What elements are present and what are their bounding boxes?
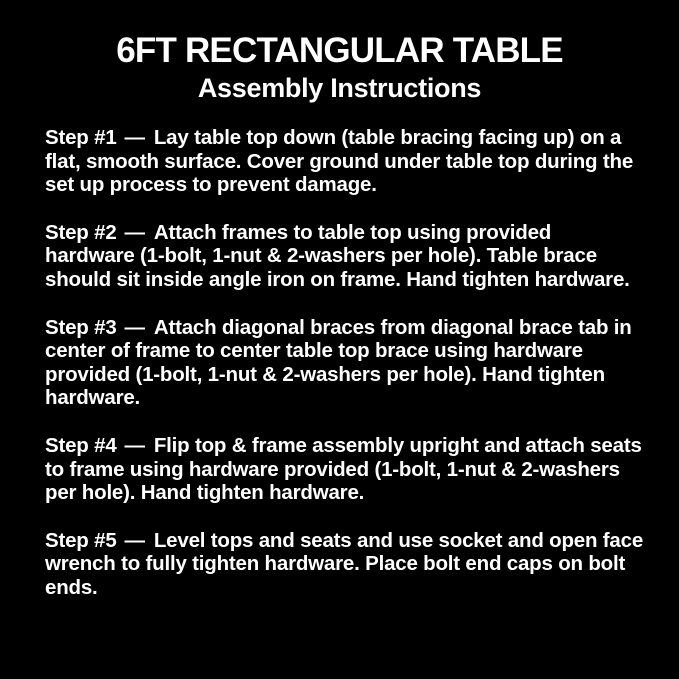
step-2-label: Step #2	[45, 220, 117, 244]
page-title: 6FT RECTANGULAR TABLE	[116, 31, 563, 70]
step-4-label: Step #4	[45, 434, 117, 458]
em-dash: —	[124, 315, 145, 339]
step-5-paragraph	[45, 529, 645, 600]
step-3-text: Attach diagonal braces from diagonal brace tab in center of frame to center table top brace using hardware provided (1-bolt, 1-nut & 2-washers per hole). Hand tighten hardware.	[45, 315, 632, 410]
steps-list	[0, 102, 679, 600]
step-1-text: Lay table top down (table bracing facing up) on a flat, smooth surface. Cover ground under table top during the set up process to prevent damage.	[45, 126, 634, 197]
em-dash: —	[124, 528, 145, 552]
step-1-label: Step #1	[45, 126, 117, 150]
em-dash: —	[124, 434, 145, 458]
step-2-paragraph	[45, 221, 645, 292]
step-5-label: Step #5	[45, 528, 117, 552]
step-3-label: Step #3	[45, 315, 117, 339]
step-4-text: Flip top & frame assembly upright and attach seats to frame using hardware provided (1-bolt, 1-nut & 2-washers per hole). Hand tighten hardware.	[45, 434, 642, 505]
page-subtitle: Assembly Instructions	[197, 72, 482, 103]
em-dash: —	[124, 126, 145, 150]
step-1-paragraph	[45, 126, 645, 197]
header	[0, 0, 679, 102]
step-5-text: Level tops and seats and use socket and open face wrench to fully tighten hardware. Place bolt end caps on bolt ends.	[45, 528, 644, 599]
em-dash: —	[124, 220, 145, 244]
step-4-paragraph	[45, 434, 645, 505]
step-2-text: Attach frames to table top using provided hardware (1-bolt, 1-nut & 2-washers per hole). Table brace should sit inside angle iron on frame. Hand tighten hardware.	[45, 220, 630, 292]
step-3-paragraph	[45, 316, 645, 410]
